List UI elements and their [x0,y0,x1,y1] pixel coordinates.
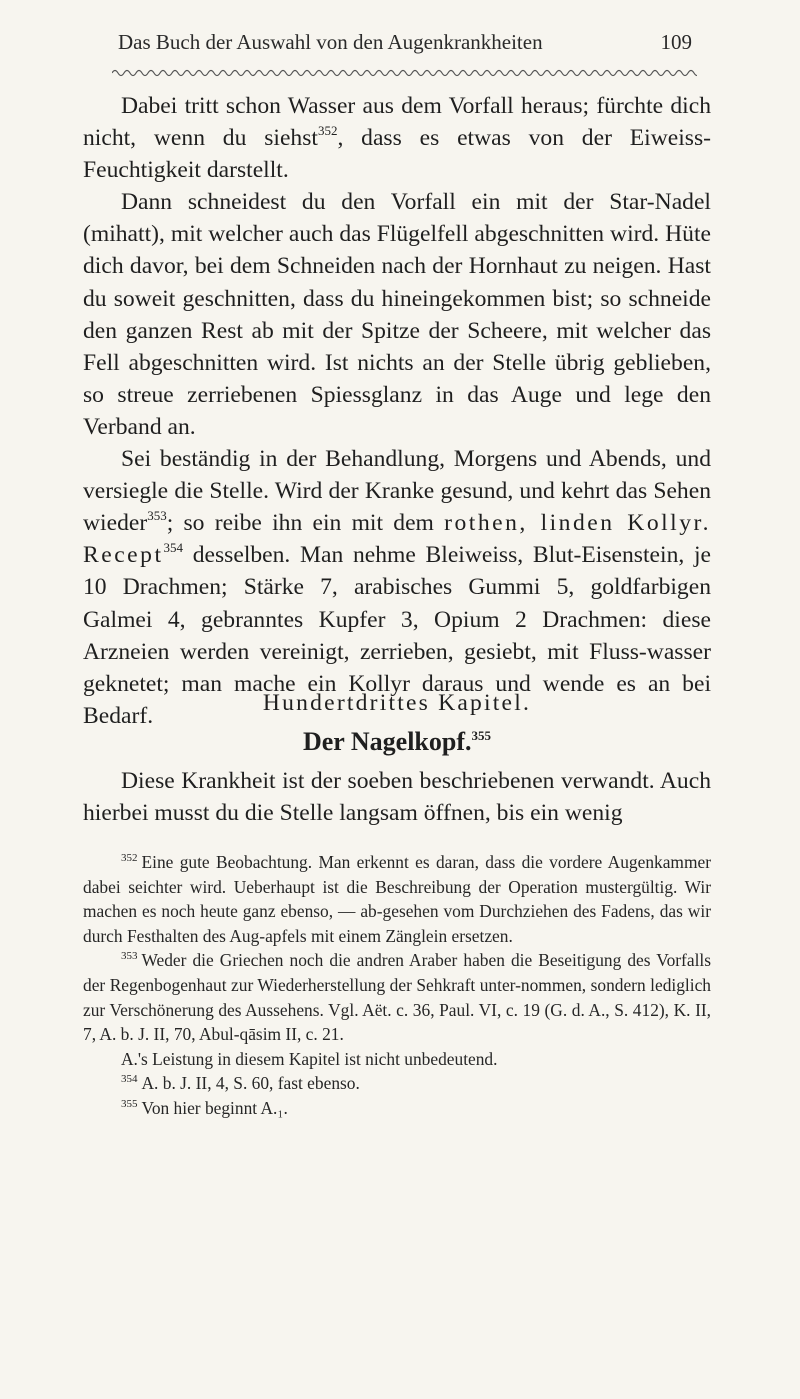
chapter-title: Der Nagelkopf.$^{355}$ [302,727,491,756]
header-title: Das Buch der Auswahl von den Augenkrankheiten [118,30,543,54]
footnote: A.'s Leistung in diesem Kapitel ist nicht unbedeutend. [121,1048,498,1069]
spaced-text: rothen, linden Kollyr. [444,510,711,537]
paragraph: Dabei tritt schon Wasser aus dem Vorfall heraus; fürchte dich nicht, wenn du siehst$^{352}$, dass es etwas von der Eiweiss-Feuchtigkeit darstellt. [83,93,711,184]
paragraph: Dann schneidest du den Vorfall ein mit der Star-Nadel (mihatt), mit welcher auch das Flügelfell abgeschnitten wird. Hüte dich davor, bei dem Schneiden nach der Hornhaut zu neigen. Hast du soweit geschnitten, dass du hineingekommen bist; so schneide den ganzen Rest ab mit der Spitze der Scheere, mit welcher das Fell abgeschnitten wird. Ist nichts an der Stelle übrig geblieben, so streue zerriebenen Spiessglanz in das Auge und lege den Verband an. [83,189,711,440]
paragraph: Sei beständig in der Behandlung, Morgens und Abends, und versiegle die Stelle. Wird der Kranke gesund, und kehrt das Sehen wieder$^{353}$; so reibe ihn ein mit dem rothen, linden Kollyr. Recept$^{354}$ desselben. Man nehme Bleiweiss, Blut-Eisenstein, je 10 Drachmen; Stärke 7, arabisches Gummi 5, goldfarbigen Galmei 4, gebranntes Kupfer 3, Opium 2 Drachmen: diese Arzneien werden vereinigt, zerrieben, gesiebt, mit Fluss-wasser geknetet; man mache ein Kollyr daraus und wende es an bei Bedarf. [83,446,711,729]
page-number: 109 [660,30,692,54]
decorative-wavy-rule [112,66,697,80]
footnote: $^{355}$ Von hier beginnt A.₁. [121,1097,288,1118]
paragraph: Diese Krankheit ist der soeben beschriebenen verwandt. Auch hierbei musst du die Stelle langsam öffnen, bis ein wenig [83,768,711,827]
chapter-number: Hundertdrittes Kapitel. [262,690,532,716]
main-text [83,90,711,732]
footnote: $^{354}$ A. b. J. II, 4, S. 60, fast ebenso. [121,1073,360,1094]
footnote-ref: 352 [317,123,338,139]
footnote: $^{353}$ Weder die Griechen noch die andren Araber haben die Beseitigung des Vorfalls der Regenbogenhaut zur Wiederherstellung der Sehkraft unter-nommen, sondern lediglich zur Verschönerung des Aussehens. Vgl. Aët. c. 36, Paul. VI, c. 19 (G. d. A., S. 412), K. II, 7, A. b. J. II, 70, Abul-qāsim II, c. 21. [83,950,711,1045]
footnote-ref: 353 [147,508,167,524]
footnote-ref: 355 [471,728,491,743]
footnote: $^{352}$ Eine gute Beobachtung. Man erkennt es daran, dass die vordere Augenkammer dabei seichter wird. Ueberhaupt ist die Beschreibung der Operation mustergültig. Wir machen es noch heute ganz ebenso, — ab-gesehen vom Durchziehen des Fadens, das wir durch Festhalten des Aug-apfels mit einem Zänglein ersetzen. [83,852,711,946]
chapter-heading [83,686,711,762]
spaced-text: Recept [83,542,164,569]
chapter-text [83,765,711,829]
running-header [118,30,692,55]
footnote-ref: 354 [163,540,184,556]
footnotes [83,850,711,1121]
